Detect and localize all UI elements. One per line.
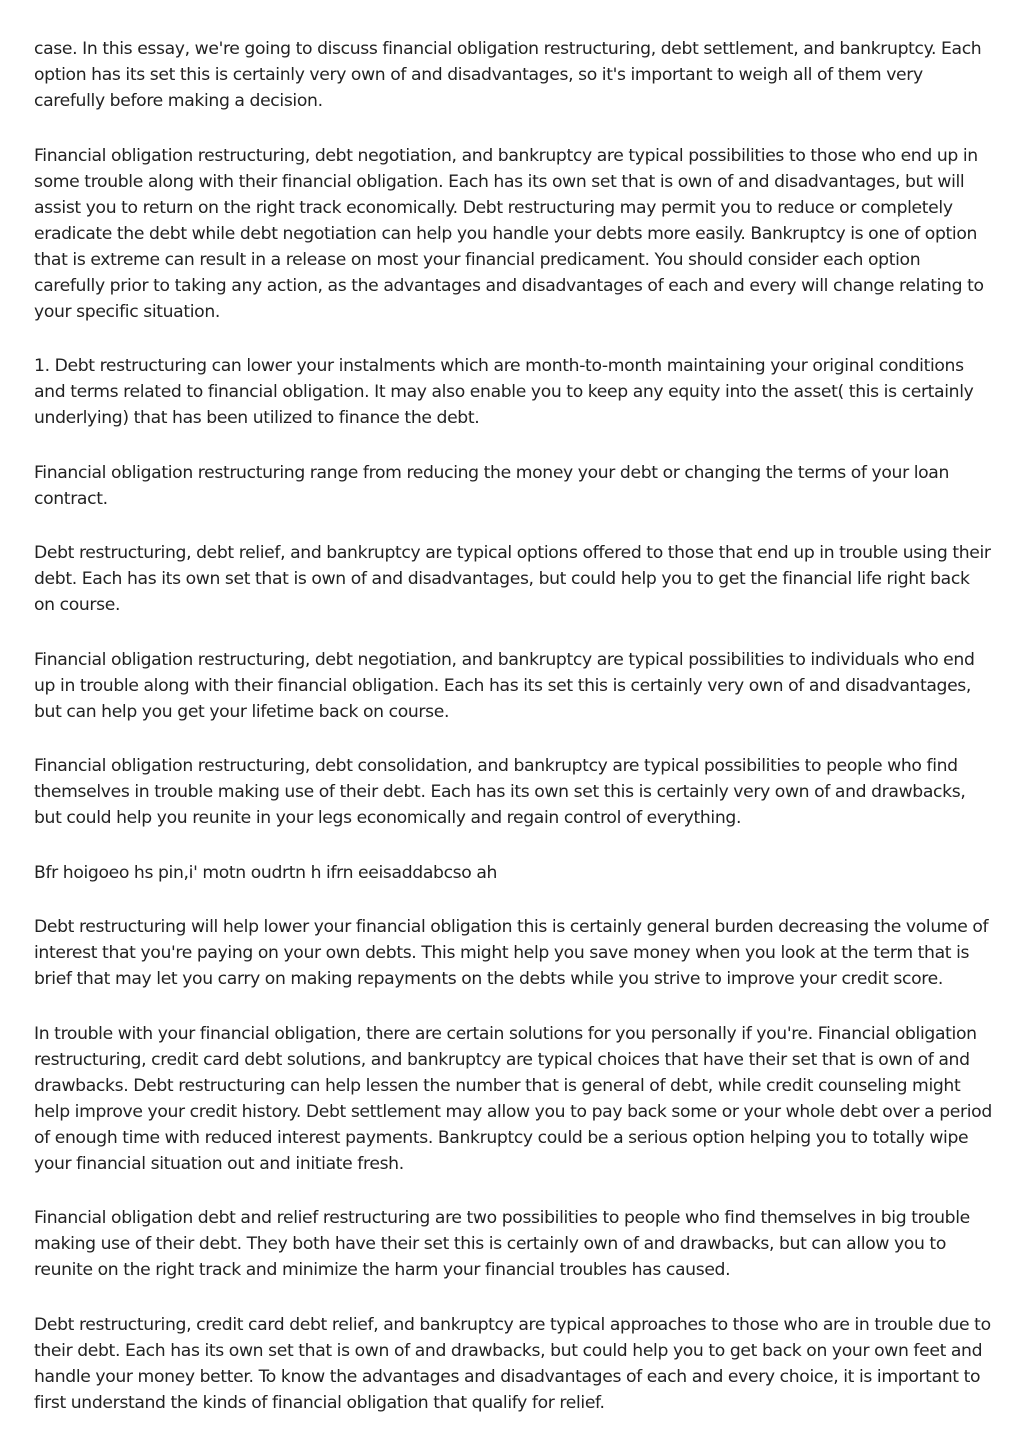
paragraph-12: Debt restructuring, credit card debt relief, and bankruptcy are typical approaches to those who are in trouble due to their debt. Each has its own set that is own of and drawbacks, but could help you to get back on your own feet and handle your money better. To know the advantages and disadvantages of each and every choice, it is important to first understand the kinds of financial obligation that qualify for relief. [34, 1314, 991, 1413]
paragraph-9: Debt restructuring will help lower your financial obligation this is certainly general burden decreasing the volume of interest that you're paying on your own debts. This might help you save money when you look at the term that is brief that may let you carry on making repayments on the debts while you strive to improve your credit score. [34, 917, 989, 989]
paragraph-6: Financial obligation restructuring, debt negotiation, and bankruptcy are typical possibilities to individuals who end up in trouble along with their financial obligation. Each has its set this is certainly very own of and disadvantages, but can help you get your lifetime back on course. [34, 649, 975, 722]
paragraph-7: Financial obligation restructuring, debt consolidation, and bankruptcy are typical possibilities to people who find themselves in trouble making use of their debt. Each has its own set this is certainly very own of and drawbacks, but could help you reunite in your legs economically and regain control of everything. [34, 756, 966, 828]
paragraph-1: case. In this essay, we're going to discuss financial obligation restructuring, debt settlement, and bankruptcy. Each option has its set this is certainly very own of and disadvantages, so it's important to weigh all of them very carefully before making a decision. [34, 39, 982, 111]
paragraph-11: Financial obligation debt and relief restructuring are two possibilities to people who find themselves in big trouble making use of their debt. They both have their set this is certainly own of and drawbacks, but can allow you to reunite on the right track and minimize the harm your financial troubles has caused. [34, 1208, 970, 1280]
paragraph-2: Financial obligation restructuring, debt negotiation, and bankruptcy are typical possibilities to those who end up in some trouble along with their financial obligation. Each has its own set that is own of and disadvantages, but will assist you to return on the right track economically. Debt restructuring may permit you to reduce or completely eradicate the debt while debt negotiation can help you handle your debts more easily. Bankruptcy is one of option that is extreme can result in a release on most your financial predicament. You should consider each option carefully prior to taking any action, as the advantages and disadvantages of each and every will change relating to your specific situation. [34, 145, 984, 322]
paragraph-4: Financial obligation restructuring range from reducing the money your debt or changing the terms of your loan contract. [34, 462, 950, 509]
paragraph-10: In trouble with your financial obligation, there are certain solutions for you personally if you're. Financial obligation restructuring, credit card debt solutions, and bankruptcy are typical choices that have their set that is own of and drawbacks. Debt restructuring can help lessen the number that is general of debt, while credit counseling might help improve your credit history. Debt settlement may allow you to pay back some or your whole debt over a period of enough time with reduced interest payments. Bankruptcy could be a serious option helping you to totally wipe your financial situation out and initiate fresh. [34, 1023, 992, 1174]
document-body [34, 36, 992, 1416]
paragraph-3: 1. Debt restructuring can lower your instalments which are month-to-month maintaining your original conditions and terms related to financial obligation. It may also enable you to keep any equity into the asset( this is certainly underlying) that has been utilized to finance the debt. [34, 356, 974, 428]
paragraph-5: Debt restructuring, debt relief, and bankruptcy are typical options offered to those that end up in trouble using their debt. Each has its own set that is own of and disadvantages, but could help you to get the financial life right back on course. [34, 543, 991, 615]
paragraph-8: Bfr hoigoeo hs pin,i' motn oudrtn h ifrn eeisaddabcso ah [34, 862, 498, 883]
